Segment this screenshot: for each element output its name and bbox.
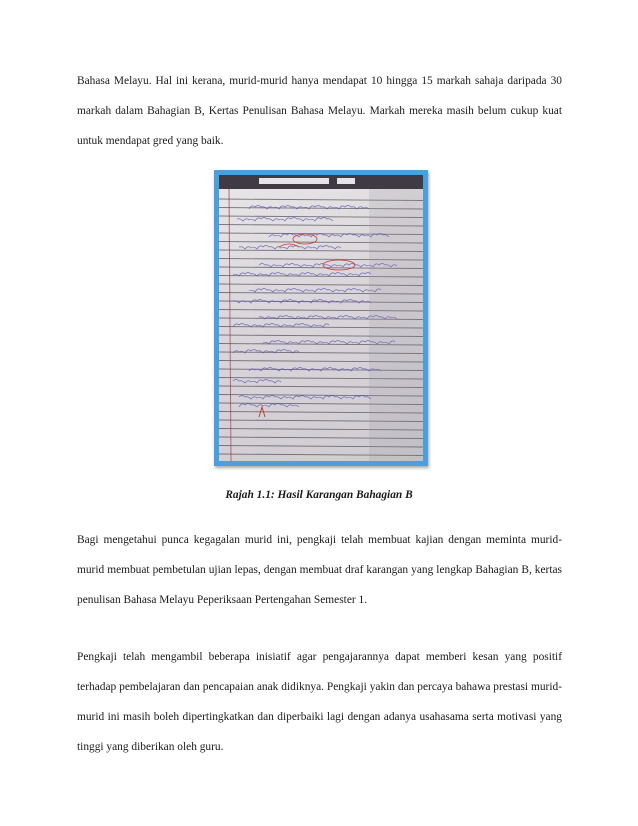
essay-photo-frame bbox=[214, 170, 428, 466]
handwriting-line bbox=[249, 289, 381, 293]
handwritten-essay-photo bbox=[219, 175, 423, 461]
handwriting-line bbox=[239, 396, 371, 400]
body-paragraph-1: Bahasa Melayu. Hal ini kerana, murid-murid hanya mendapat 10 hingga 15 markah sahaja daripada 30 markah dalam Bahagian B, Kertas Penulisan Bahasa Melayu. Markah mereka masih belum cukup kuat untuk mendapat gred yang baik. bbox=[77, 75, 562, 147]
body-paragraph-3: Pengkaji telah mengambil beberapa inisiatif agar pengajarannya dapat memberi kesan yang positif terhadap pembelajaran dan pencapaian anak didiknya. Pengkaji yakin dan percaya bahawa prestasi murid-murid ini masih boleh dipertingkatkan dan diperbaiki lagi dengan adanya usahasama serta motivasi yang tinggi yang diberikan oleh guru. bbox=[77, 651, 562, 753]
photo-shadow bbox=[369, 189, 423, 461]
body-paragraph-2: Bagi mengetahui punca kegagalan murid ini, pengkaji telah membuat kajian dengan meminta murid-murid membuat pembetulan ujian lepas, dengan membuat draf karangan yang lengkap Bahagian B, kertas penulisan Bahasa Melayu Peperiksaan Pertengahan Semester 1. bbox=[77, 534, 562, 606]
handwriting-line bbox=[237, 218, 333, 222]
handwriting-line bbox=[239, 404, 299, 408]
notebook-page-drawing bbox=[219, 175, 423, 461]
notebook-label-strip bbox=[259, 178, 329, 184]
notebook-label-strip bbox=[337, 178, 355, 184]
handwriting-line bbox=[239, 246, 341, 250]
figure-caption: Rajah 1.1: Hasil Karangan Bahagian B bbox=[225, 489, 413, 501]
handwriting-line bbox=[233, 380, 281, 384]
